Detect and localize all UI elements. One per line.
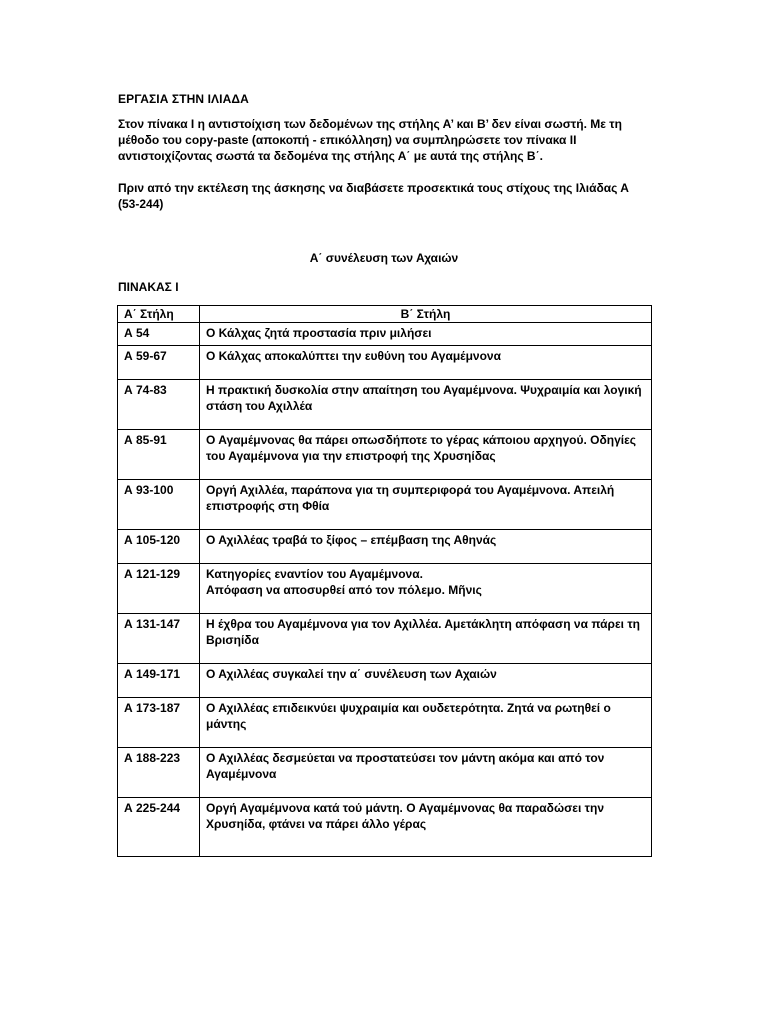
verse-range-cell: Α 121-129 bbox=[118, 564, 200, 614]
content-cell: Η πρακτική δυσκολία στην απαίτηση του Αγαμέμνονα. Ψυχραιμία και λογική στάση του Αχιλλέα bbox=[200, 380, 652, 430]
table-row bbox=[118, 614, 652, 664]
column-a-header: Α΄ Στήλη bbox=[118, 306, 200, 323]
document-title: ΕΡΓΑΣΙΑ ΣΤΗΝ ΙΛΙΑΔΑ bbox=[118, 92, 249, 106]
table-row bbox=[118, 380, 652, 430]
table-row bbox=[118, 664, 652, 698]
column-b-header: Β΄ Στήλη bbox=[200, 306, 652, 323]
instructions-paragraph: Στον πίνακα Ι η αντιστοίχιση των δεδομένων της στήλης Α’ και Β’ δεν είναι σωστή. Με τη μέθοδο του copy-paste (αποκοπή - επικόλληση) να συμπληρώσετε τον πίνακα ΙΙ αντιστοιχίζοντας σωστά τα δεδομένα της στήλης Α΄ με αυτά της στήλης Β΄. bbox=[118, 117, 622, 163]
verse-range-cell: Α 93-100 bbox=[118, 480, 200, 530]
content-cell: Οργή Αχιλλέα, παράπονα για τη συμπεριφορά του Αγαμέμνονα. Απειλή επιστροφής στη Φθία bbox=[200, 480, 652, 530]
verse-range-cell: Α 85-91 bbox=[118, 430, 200, 480]
table-row bbox=[118, 346, 652, 380]
content-cell: Ο Κάλχας ζητά προστασία πριν μιλήσει bbox=[200, 323, 652, 346]
content-cell: Ο Αχιλλέας συγκαλεί την α΄ συνέλευση των Αχαιών bbox=[200, 664, 652, 698]
verse-range-cell: Α 131-147 bbox=[118, 614, 200, 664]
content-cell: Ο Αχιλλέας δεσμεύεται να προστατεύσει τον μάντη ακόμα και από τον Αγαμέμνονα bbox=[200, 748, 652, 798]
verse-range-cell: Α 149-171 bbox=[118, 664, 200, 698]
table-title: ΠΙΝΑΚΑΣ Ι bbox=[118, 280, 179, 294]
matching-table bbox=[117, 305, 652, 857]
content-cell: Οργή Αγαμέμνονα κατά τού μάντη. Ο Αγαμέμνονας θα παραδώσει την Χρυσηίδα, φτάνει να πάρει άλλο γέρας bbox=[200, 798, 652, 857]
table-row bbox=[118, 748, 652, 798]
table-row bbox=[118, 798, 652, 857]
table-row bbox=[118, 698, 652, 748]
content-cell: Ο Αγαμέμνονας θα πάρει οπωσδήποτε το γέρας κάποιου αρχηγού. Οδηγίες του Αγαμέμνονα για την επιστροφή της Χρυσηίδας bbox=[200, 430, 652, 480]
verse-range-cell: Α 54 bbox=[118, 323, 200, 346]
verse-range-cell: Α 188-223 bbox=[118, 748, 200, 798]
content-cell: Κατηγορίες εναντίον του Αγαμέμνονα. Απόφαση να αποσυρθεί από τον πόλεμο. Μῆνις bbox=[200, 564, 652, 614]
table-header-row bbox=[118, 306, 652, 323]
verse-range-cell: Α 59-67 bbox=[118, 346, 200, 380]
content-cell: Ο Αχιλλέας επιδεικνύει ψυχραιμία και ουδετερότητα. Ζητά να ρωτηθεί ο μάντης bbox=[200, 698, 652, 748]
table-row bbox=[118, 430, 652, 480]
table-row bbox=[118, 480, 652, 530]
content-cell: Ο Κάλχας αποκαλύπτει την ευθύνη του Αγαμέμνονα bbox=[200, 346, 652, 380]
table-row bbox=[118, 564, 652, 614]
table-row bbox=[118, 530, 652, 564]
content-cell: Ο Αχιλλέας τραβά το ξίφος – επέμβαση της Αθηνάς bbox=[200, 530, 652, 564]
reading-note-paragraph: Πριν από την εκτέλεση της άσκησης να διαβάσετε προσεκτικά τους στίχους της Ιλιάδας Α (53-244) bbox=[118, 181, 629, 211]
verse-range-cell: Α 173-187 bbox=[118, 698, 200, 748]
table-row bbox=[118, 323, 652, 346]
content-cell: Η έχθρα του Αγαμέμνονα για τον Αχιλλέα. Αμετάκλητη απόφαση να πάρει τη Βρισηίδα bbox=[200, 614, 652, 664]
verse-range-cell: Α 74-83 bbox=[118, 380, 200, 430]
verse-range-cell: Α 225-244 bbox=[118, 798, 200, 857]
section-title: Α΄ συνέλευση των Αχαιών bbox=[309, 251, 459, 265]
verse-range-cell: Α 105-120 bbox=[118, 530, 200, 564]
